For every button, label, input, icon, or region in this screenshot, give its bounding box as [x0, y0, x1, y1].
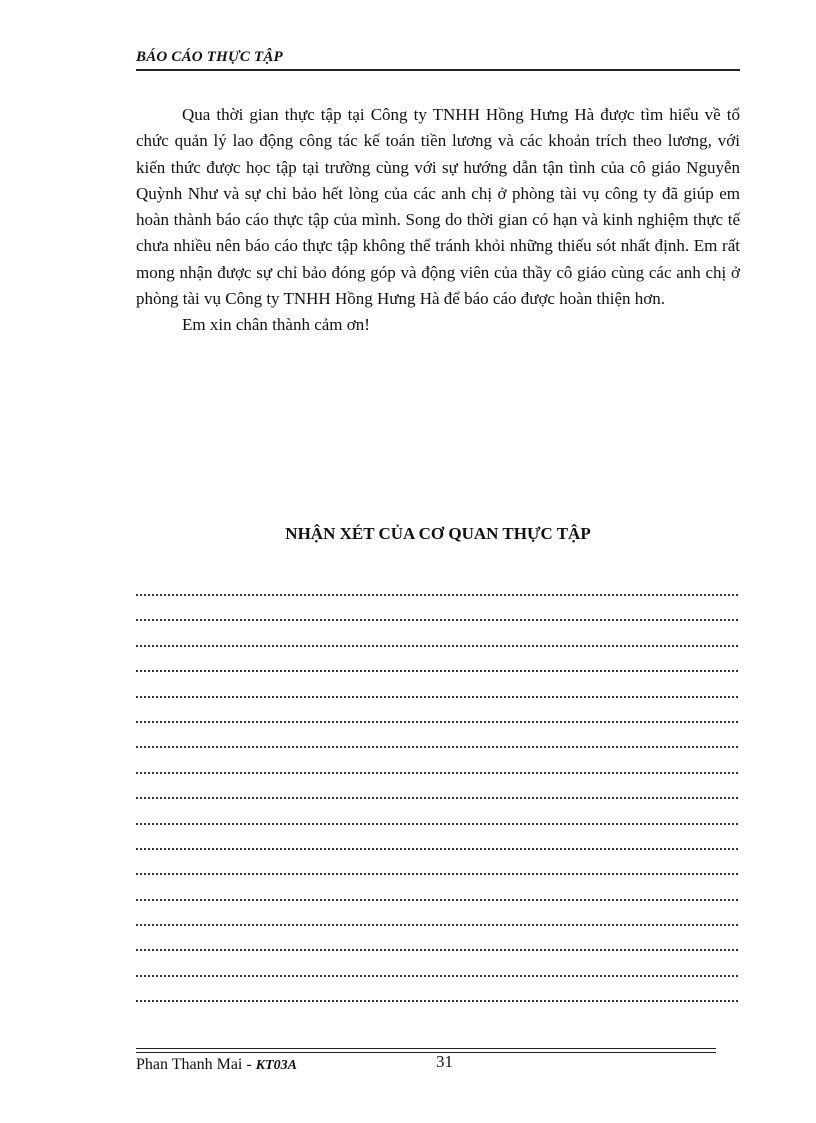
dotted-line — [136, 809, 738, 834]
paragraph-thanks: Em xin chân thành cảm ơn! — [182, 315, 370, 335]
author-separator: - — [242, 1056, 256, 1073]
dotted-line — [136, 961, 738, 986]
header-title: BÁO CÁO THỰC TẬP — [136, 49, 283, 65]
dotted-line — [136, 682, 738, 707]
footer-rule — [136, 1048, 716, 1053]
page-header — [136, 47, 740, 71]
page-number: 31 — [436, 1052, 453, 1071]
dotted-line — [136, 885, 738, 910]
dotted-line — [136, 580, 738, 605]
dotted-line — [136, 707, 738, 732]
dotted-line — [136, 631, 738, 656]
dotted-line — [136, 910, 738, 935]
comment-lines — [136, 580, 738, 1012]
body-text — [136, 102, 740, 339]
dotted-line — [136, 935, 738, 960]
section-title: NHẬN XÉT CỦA CƠ QUAN THỰC TẬP — [285, 524, 591, 543]
dotted-line — [136, 758, 738, 783]
dotted-line — [136, 834, 738, 859]
dotted-line — [136, 986, 738, 1011]
footer-author — [136, 1056, 297, 1074]
paragraph-acknowledgement: Qua thời gian thực tập tại Công ty TNHH Hồng Hưng Hà được tìm hiểu về tổ chức quản lý lao động công tác kế toán tiền lương và các khoản trích theo lương, với kiến thức được học tập tại trường cùng với sự hướng dẫn tận tình của cô giáo Nguyễn Quỳnh Như và sự chỉ bảo hết lòng của các anh chị ở phòng tài vụ công ty đã giúp em hoàn thành báo cáo thực tập của mình. Song do thời gian có hạn và kinh nghiệm thực tế chưa nhiều nên báo cáo thực tập không thể tránh khỏi những thiếu sót nhất định. Em rất mong nhận được sự chỉ bảo đóng góp và động viên của thầy cô giáo cùng các anh chị ở phòng tài vụ Công ty TNHH Hồng Hưng Hà để báo cáo được hoàn thiện hơn. — [136, 105, 740, 309]
class-code: KT03A — [255, 1058, 297, 1073]
dotted-line — [136, 859, 738, 884]
dotted-line — [136, 783, 738, 808]
dotted-line — [136, 656, 738, 681]
author-name: Phan Thanh Mai — [136, 1056, 243, 1073]
dotted-line — [136, 605, 738, 630]
dotted-line — [136, 732, 738, 757]
